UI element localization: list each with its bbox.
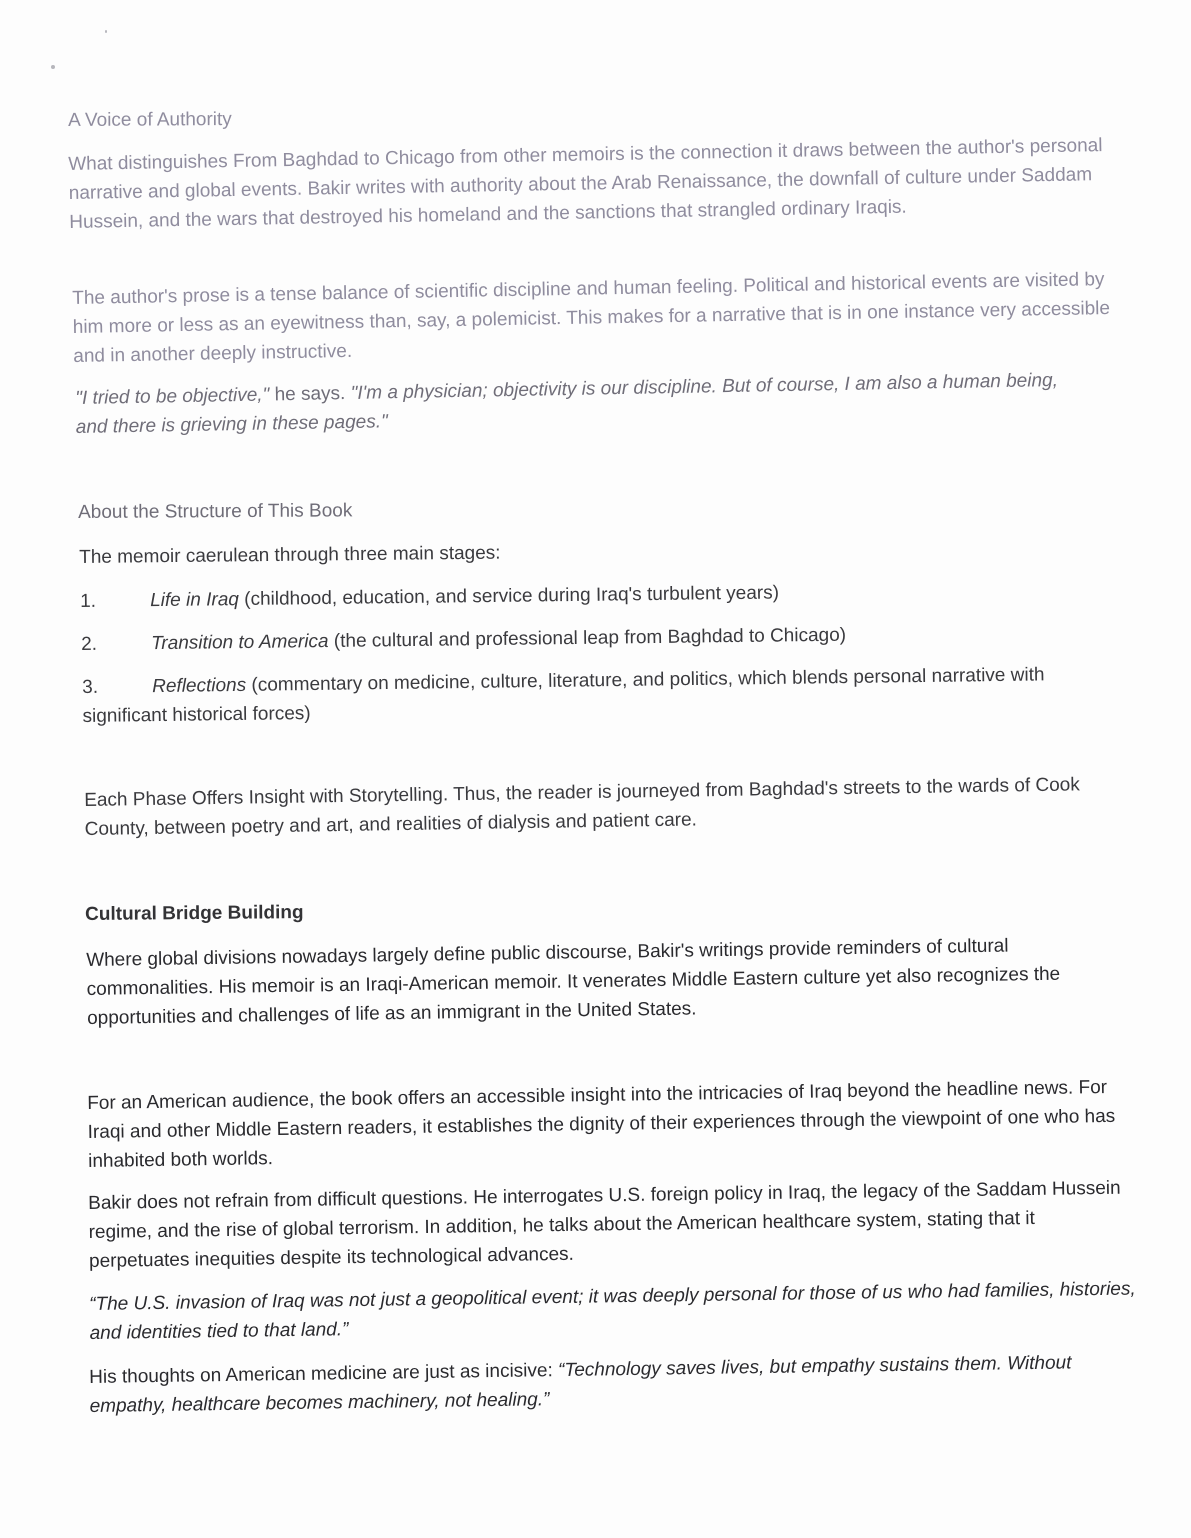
paragraph <box>84 770 1115 844</box>
section-heading: Cultural Bridge Building <box>85 902 304 925</box>
paragraph <box>88 1173 1139 1276</box>
final-lead: His thoughts on American medicine are just as incisive: <box>89 1360 559 1388</box>
quote-text <box>75 365 1086 441</box>
quote-rest: "I'm a physician; objectivity is our discipline. But of course, I am also a human being, and there is grieving in these pages." <box>75 369 1059 438</box>
paragraph-text: Bakir does not refrain from difficult questions. He interrogates U.S. foreign policy in Iraq, the legacy of the Saddam Hussein regime, and the rise of global terrorism. In addition, he talks about the American healthcare system, stating that it perpetuates inequities despite its technological advances. <box>88 1177 1121 1272</box>
quote-paragraph <box>89 1274 1140 1348</box>
quote-italic: “The U.S. invasion of Iraq was not just a geopolitical event; it was deeply personal for those of us who had families, histories, and identities tied to that land.” <box>89 1278 1136 1344</box>
paragraph-text: The memoir caerulean through three main stages: <box>79 542 501 568</box>
section-voice-of-authority <box>68 104 1118 132</box>
paragraph <box>89 1348 1100 1421</box>
list-item <box>80 575 1090 616</box>
list-desc: (childhood, education, and service during Iraq's turbulent years) <box>238 582 780 611</box>
scan-speck <box>105 30 107 33</box>
list-number: 1. <box>80 590 97 612</box>
list-desc: (the cultural and professional leap from Baghdad to Chicago) <box>328 624 847 652</box>
paragraph-text: Where global divisions nowadays largely define public discourse, Bakir's writings provide reminders of cultural commonalities. His memoir is an Iraqi-American memoir. It venerates Middle Eastern culture yet also recognizes the opportunities and challenges of life as an immigrant in the United States. <box>86 935 1061 1029</box>
quote-attribution: he says. <box>269 382 351 406</box>
paragraph-text <box>89 1348 1100 1421</box>
final-quote: “Technology saves lives, but empathy sustains them. Without empathy, healthcare becomes machinery, not healing.” <box>89 1352 1072 1417</box>
paragraph <box>68 131 1119 237</box>
paragraph-text: Each Phase Offers Insight with Storytelling. Thus, the reader is journeyed from Baghdad's streets to the wards of Cook County, between poetry and art, and realities of dialysis and patient care. <box>84 774 1080 840</box>
paragraph-text: What distinguishes From Baghdad to Chicago from other memoirs is the connection it draws between the author's personal narrative and global events. Bakir writes with authority about the Arab Renaissance, the downfall of culture under Saddam Hussein, and the wars that destroyed his homeland and the sanctions that strangled ordinary Iraqis. <box>68 135 1103 233</box>
quote-open: "I tried to be objective," <box>75 384 270 409</box>
quote-text <box>89 1274 1140 1348</box>
paragraph <box>79 535 879 572</box>
list-item <box>81 618 1091 659</box>
section-heading: A Voice of Authority <box>68 108 232 131</box>
list-title: Reflections <box>152 674 247 698</box>
quote-paragraph <box>75 365 1086 441</box>
paragraph <box>72 265 1113 371</box>
list-item <box>82 660 1103 731</box>
paragraph-text: The author's prose is a tense balance of scientific discipline and human feeling. Political and historical events are visited by him more or less as an eyewitness than, say, a polemicist. This makes for a narrative that is in one instance very accessible and in another deeply instructive. <box>72 269 1111 367</box>
list-number: 3. <box>82 676 99 698</box>
scan-speck <box>51 65 55 69</box>
section-heading: About the Structure of This Book <box>78 500 353 523</box>
list-number: 2. <box>81 633 98 655</box>
paragraph <box>87 1073 1118 1176</box>
list-desc: (commentary on medicine, culture, literature, and politics, which blends personal narrative with significant historical forces) <box>82 664 1045 727</box>
paragraph-text: For an American audience, the book offers an accessible insight into the intricacies of Iraq beyond the headline news. For Iraqi and other Middle Eastern readers, it establishes the dignity of their experiences through the viewpoint of one who has inhabited both worlds. <box>87 1076 1116 1172</box>
section-structure <box>78 498 678 524</box>
list-title: Life in Iraq <box>150 589 240 612</box>
paragraph <box>86 930 1127 1033</box>
list-title: Transition to America <box>151 630 329 655</box>
section-cultural-bridge <box>85 899 685 926</box>
